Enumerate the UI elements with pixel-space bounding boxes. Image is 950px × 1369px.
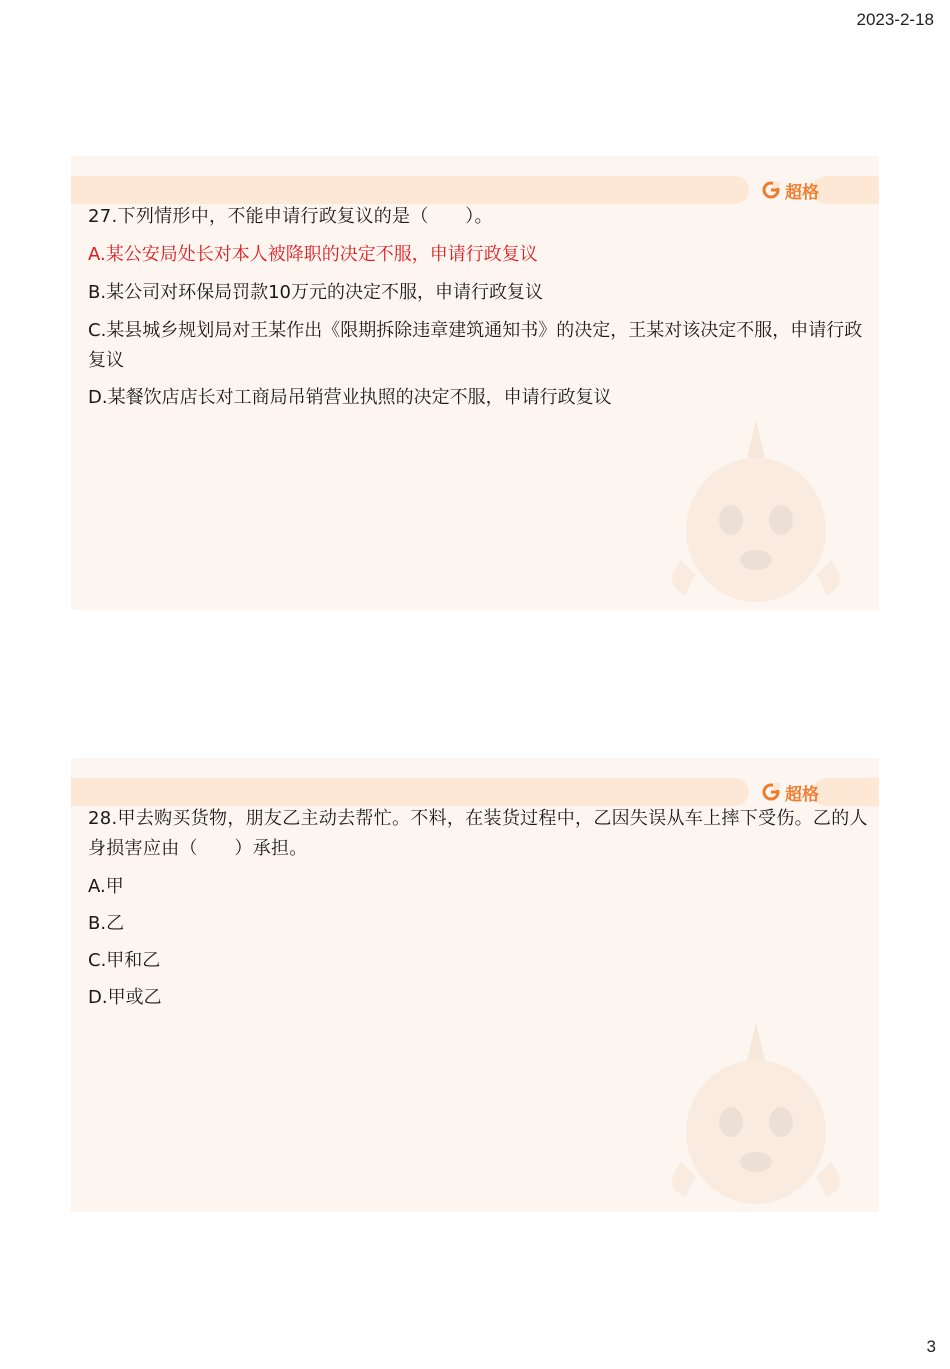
unicorn-mascot-icon (661, 410, 851, 610)
option-c: C.某县城乡规划局对王某作出《限期拆除违章建筑通知书》的决定，王某对该决定不服，申请行政复议 (88, 320, 863, 371)
question-slide (71, 758, 879, 1212)
header-band-right (812, 176, 879, 204)
question-stem: 28.甲去购买货物，朋友乙主动去帮忙。不料，在装货过程中，乙因失误从车上摔下受伤。乙的人身损害应由（ ）承担。 (88, 808, 868, 859)
question-stem: 27.下列情形中，不能申请行政复议的是（ ）。 (88, 206, 493, 227)
option-d: D.甲或乙 (88, 987, 162, 1008)
document-date: 2023-2-18 (856, 10, 934, 29)
option-b: B.某公司对环保局罚款10万元的决定不服，申请行政复议 (88, 282, 543, 303)
option-a: A.某公安局处长对本人被降职的决定不服，申请行政复议 (88, 244, 538, 265)
page-number: 3 (926, 1337, 936, 1356)
brand-logo-icon (762, 783, 780, 801)
brand-name: 超格 (785, 182, 819, 203)
option-b: B.乙 (88, 913, 125, 934)
option-a: A.甲 (88, 876, 124, 897)
brand-logo (762, 779, 819, 805)
header-band (71, 778, 749, 806)
brand-name: 超格 (785, 784, 819, 805)
question-slide (71, 156, 879, 610)
header-band-right (812, 778, 879, 806)
unicorn-mascot-icon (661, 1012, 851, 1212)
brand-logo-icon (762, 181, 780, 199)
option-d: D.某餐饮店店长对工商局吊销营业执照的决定不服，申请行政复议 (88, 387, 612, 408)
header-band (71, 176, 749, 204)
brand-logo (762, 177, 819, 203)
option-c: C.甲和乙 (88, 950, 161, 971)
